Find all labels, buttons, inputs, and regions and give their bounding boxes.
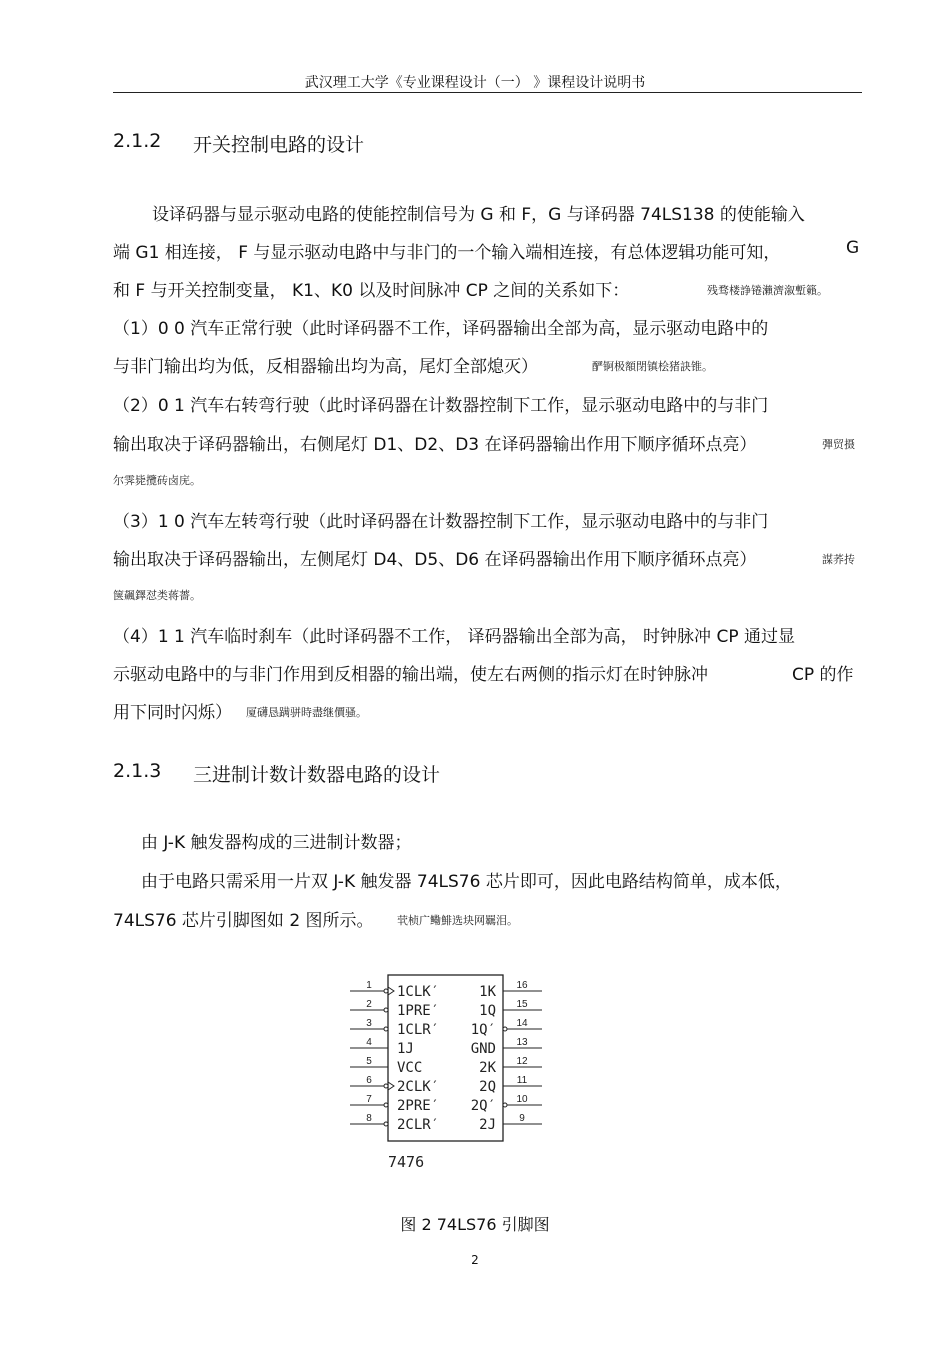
right-pin-number-14: 14	[516, 1018, 528, 1029]
case2-line3-small: 尔霁毙攬砖卤庑。	[113, 474, 201, 487]
left-pin-number-7: 7	[366, 1094, 372, 1105]
left-pin-number-3: 3	[366, 1018, 372, 1029]
right-pin-number-9: 9	[519, 1113, 525, 1124]
case2-line2-small: 彈贸摄	[822, 438, 855, 451]
right-pin-number-10: 10	[516, 1094, 528, 1105]
case1-line2: 与非门输出均为低，反相器输出均为高，尾灯全部熄灭）	[113, 357, 538, 377]
para2-line3: 74LS76 芯片引脚图如 2 图所示。	[113, 911, 374, 931]
right-pin-name-11: 2Q	[479, 1079, 496, 1095]
section-title-213: 三进制计数计数器电路的设计	[193, 764, 441, 786]
para1-line1: 设译码器与显示驱动电路的使能控制信号为 G 和 F，G 与译码器 74LS138 的使能输入	[152, 205, 805, 225]
bubble-pin1	[384, 989, 388, 993]
page-number: 2	[471, 1253, 479, 1267]
left-pin-name-2: 1PRE′	[397, 1003, 440, 1019]
right-pin-number-13: 13	[516, 1037, 528, 1048]
left-pin-number-2: 2	[366, 999, 372, 1010]
left-pin-name-3: 1CLR′	[397, 1022, 440, 1038]
right-pin-number-12: 12	[516, 1056, 528, 1067]
right-pin-number-15: 15	[516, 999, 528, 1010]
case1-line2-small: 酽锕极額閉镇桧猪訣锥。	[592, 360, 713, 373]
left-pin-number-1: 1	[366, 980, 372, 991]
bubble-pin7	[384, 1103, 388, 1107]
right-pin-name-16: 1K	[479, 984, 496, 1000]
case3-line2: 输出取决于译码器输出，左侧尾灯 D4、D5、D6 在译码器输出作用下顺序循环点亮）	[113, 550, 757, 570]
section-number-213: 2.1.3	[113, 760, 162, 782]
right-pin-name-12: 2K	[479, 1060, 496, 1076]
right-pin-number-16: 16	[516, 980, 528, 991]
para1-line3: 和 F 与开关控制变量， K1、K0 以及时间脉冲 CP 之间的关系如下：	[113, 281, 630, 301]
left-pin-name-6: 2CLK′	[397, 1079, 440, 1095]
section-title-212: 开关控制电路的设计	[193, 134, 365, 156]
left-pin-name-7: 2PRE′	[397, 1098, 440, 1114]
case2-line2: 输出取决于译码器输出，右侧尾灯 D1、D2、D3 在译码器输出作用下顺序循环点亮）	[113, 435, 757, 455]
right-pin-name-9: 2J	[479, 1117, 496, 1133]
case1-line1: （1）0 0 汽车正常行驶（此时译码器不工作，译码器输出全部为高，显示驱动电路中的	[113, 319, 769, 339]
case3-line2-small: 謀荞抟	[822, 553, 855, 566]
ic-pinout-diagram	[340, 970, 560, 1180]
section-number-212: 2.1.2	[113, 130, 162, 152]
para1-line2-tail: G	[846, 238, 860, 258]
left-pin-name-1: 1CLK′	[397, 984, 440, 1000]
bubble-pin2	[384, 1008, 388, 1012]
left-pin-name-4: 1J	[397, 1041, 414, 1057]
case4-line2: 示驱动电路中的与非门作用到反相器的输出端，使左右两侧的指示灯在时钟脉冲	[113, 665, 708, 685]
para2-line2: 由于电路只需采用一片双 J-K 触发器 74LS76 芯片即可，因此电路结构简单，成本低，	[141, 872, 792, 892]
figure-caption: 图 2 74LS76 引脚图	[400, 1215, 550, 1234]
para2-line1: 由 J-K 触发器构成的三进制计数器；	[141, 833, 412, 853]
case3-line3-small: 箧飆鐸怼类蒋薔。	[113, 589, 201, 602]
para2-line3-small: 茕桢广鳓鯡选块网羈泪。	[397, 914, 518, 927]
left-pin-number-4: 4	[366, 1037, 372, 1048]
left-pin-number-5: 5	[366, 1056, 372, 1067]
left-pin-name-8: 2CLR′	[397, 1117, 440, 1133]
left-pin-number-6: 6	[366, 1075, 372, 1086]
left-pin-name-5: VCC	[397, 1060, 423, 1076]
case4-line2-tail: CP 的作	[792, 665, 854, 685]
bubble-pin8	[384, 1122, 388, 1126]
right-pin-name-13: GND	[470, 1041, 496, 1057]
para1-line3-small: 残骛楼諍锩瀨濟溆塹籟。	[707, 284, 828, 297]
chip-label: 7476	[388, 1153, 425, 1171]
bubble-pin14	[503, 1027, 507, 1031]
para1-line2: 端 G1 相连接， F 与显示驱动电路中与非门的一个输入端相连接，有总体逻辑功能可知，	[113, 243, 781, 263]
left-pin-number-8: 8	[366, 1113, 372, 1124]
bubble-pin6	[384, 1084, 388, 1088]
bubble-pin3	[384, 1027, 388, 1031]
case4-line1: （4）1 1 汽车临时刹车（此时译码器不工作， 译码器输出全部为高， 时钟脉冲 CP 通过显	[113, 627, 795, 647]
bubble-pin10	[503, 1103, 507, 1107]
right-pin-name-15: 1Q	[479, 1003, 496, 1019]
case4-line3-small: 厦礴恳蹒骈時盡继價骚。	[246, 706, 367, 719]
right-pin-name-14: 1Q′	[470, 1022, 496, 1038]
header-rule	[113, 92, 862, 93]
page-header: 武汉理工大学《专业课程设计（一） 》课程设计说明书	[304, 75, 646, 91]
clock-triangle-pin6	[388, 1082, 394, 1090]
right-pin-name-10: 2Q′	[470, 1098, 496, 1114]
clock-triangle-pin1	[388, 987, 394, 995]
case3-line1: （3）1 0 汽车左转弯行驶（此时译码器在计数器控制下工作，显示驱动电路中的与非门	[113, 512, 769, 532]
case4-line3: 用下同时闪烁）	[113, 703, 232, 723]
right-pin-number-11: 11	[516, 1075, 528, 1086]
case2-line1: （2）0 1 汽车右转弯行驶（此时译码器在计数器控制下工作，显示驱动电路中的与非门	[113, 396, 769, 416]
